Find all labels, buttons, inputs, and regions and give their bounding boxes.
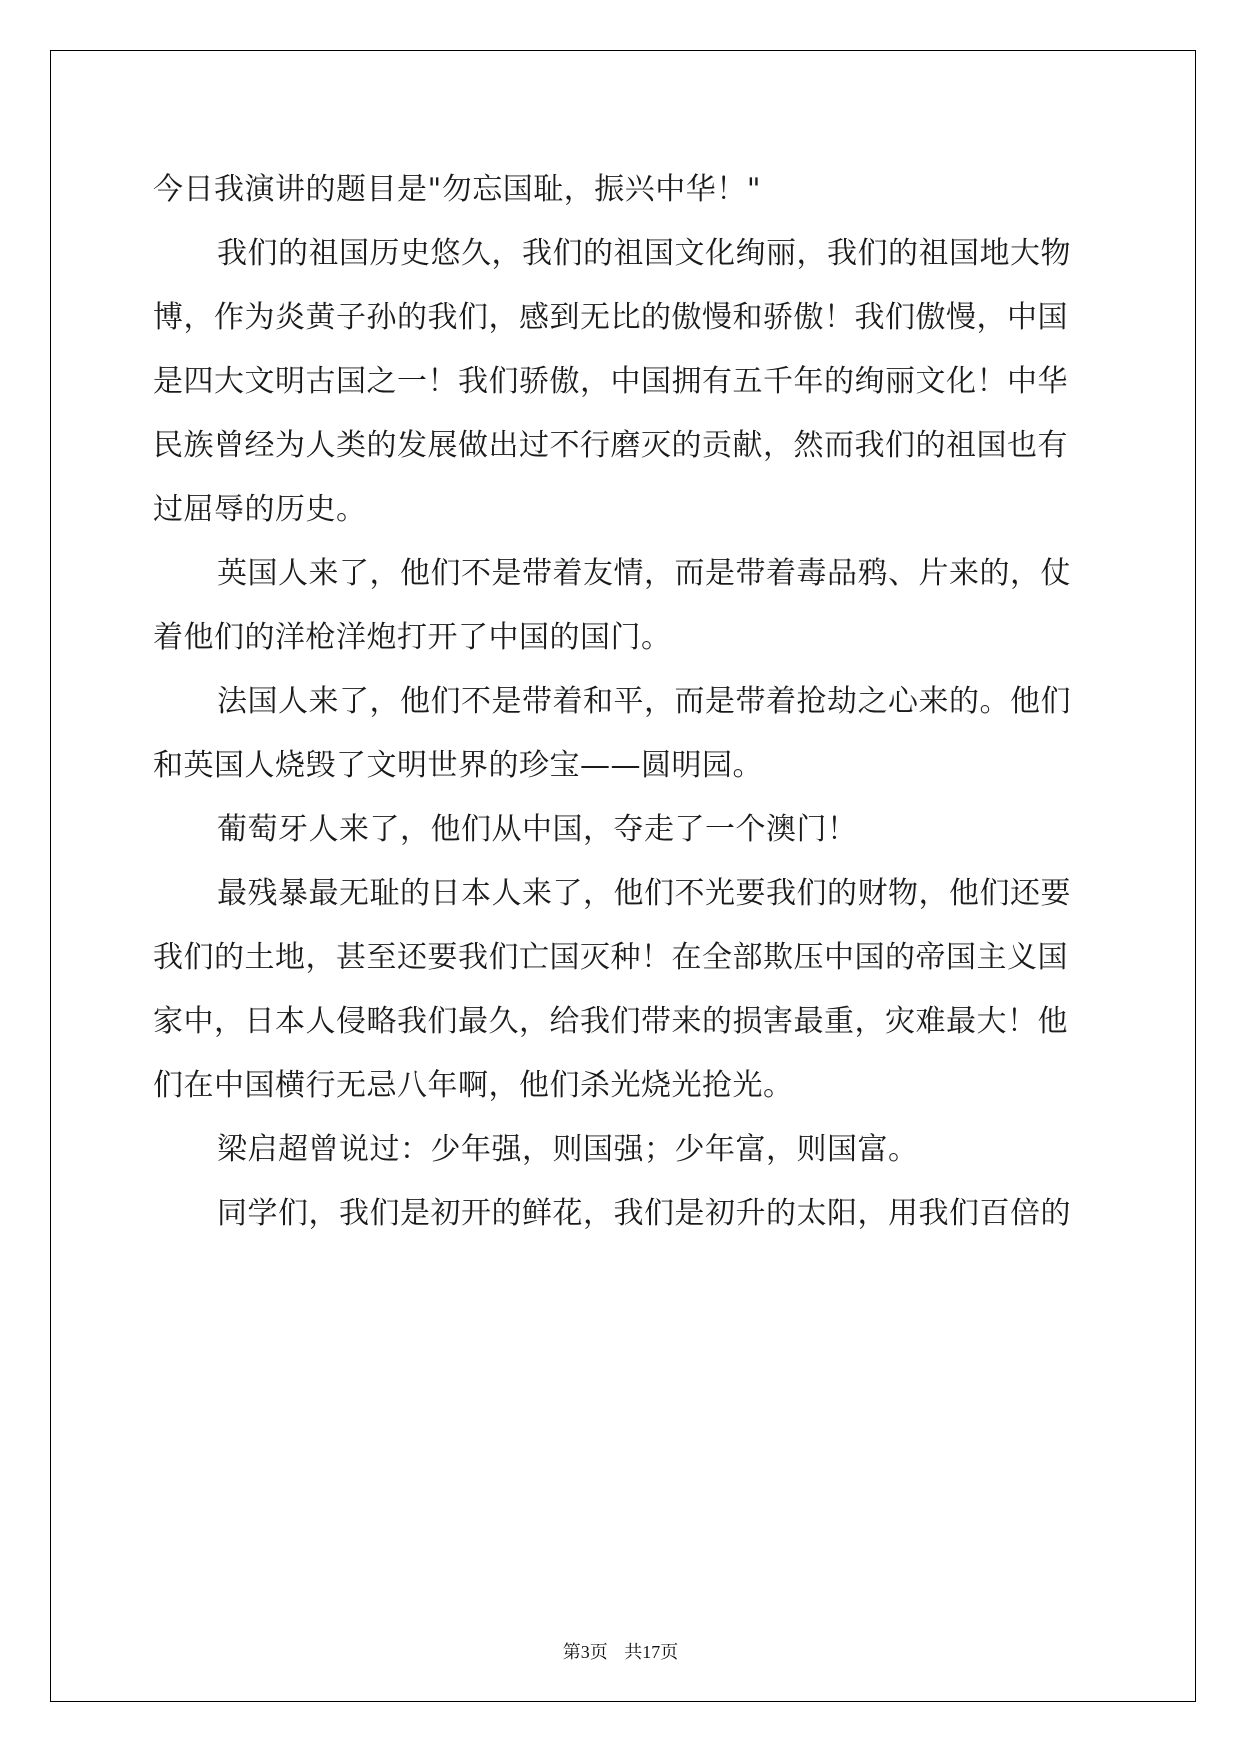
text-line: 葡萄牙人来了，他们从中国，夺走了一个澳门！ [217, 812, 858, 847]
text-line: 最残暴最无耻的日本人来了，他们不光要我们的财物，他们还要 [217, 876, 1071, 911]
text-line: 我们的土地，甚至还要我们亡国灭种！在全部欺压中国的帝国主义国 [153, 940, 1068, 975]
text-line: 是四大文明古国之一！我们骄傲，中国拥有五千年的绚丽文化！中华 [153, 364, 1068, 399]
text-line: 博，作为炎黄子孙的我们，感到无比的傲慢和骄傲！我们傲慢，中国 [153, 300, 1068, 335]
page-footer [0, 1638, 1241, 1664]
text-line: 今日我演讲的题目是"勿忘国耻，振兴中华！" [153, 172, 762, 207]
page-number: 第3页 [562, 1642, 608, 1662]
text-line: 和英国人烧毁了文明世界的珍宝——圆明园。 [153, 748, 763, 783]
text-line: 家中，日本人侵略我们最久，给我们带来的损害最重，灾难最大！他 [153, 1004, 1068, 1039]
text-line: 梁启超曾说过：少年强，则国强；少年富，则国富。 [217, 1132, 919, 1167]
document-body [153, 158, 1093, 1246]
text-line: 着他们的洋枪洋炮打开了中国的国门。 [153, 620, 672, 655]
text-line: 法国人来了，他们不是带着和平，而是带着抢劫之心来的。他们 [217, 684, 1071, 719]
total-pages: 共17页 [624, 1642, 679, 1662]
text-line: 们在中国横行无忌八年啊，他们杀光烧光抢光。 [153, 1068, 794, 1103]
text-line: 英国人来了，他们不是带着友情，而是带着毒品鸦、片来的，仗 [217, 556, 1071, 591]
text-line: 民族曾经为人类的发展做出过不行磨灭的贡献，然而我们的祖国也有 [153, 428, 1068, 463]
text-line: 过屈辱的历史。 [153, 492, 367, 527]
text-line: 我们的祖国历史悠久，我们的祖国文化绚丽，我们的祖国地大物 [217, 236, 1071, 271]
text-line: 同学们，我们是初开的鲜花，我们是初升的太阳，用我们百倍的 [217, 1196, 1071, 1231]
